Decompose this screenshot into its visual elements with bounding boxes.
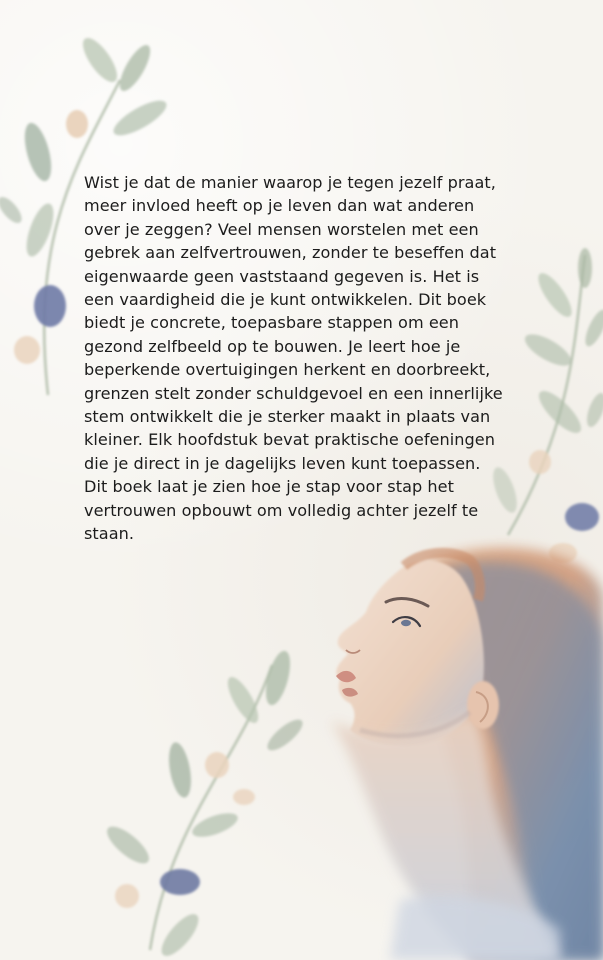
blurb-line: kleiner. Elk hoofdstuk bevat praktische oefeningen bbox=[84, 430, 495, 450]
blurb-line: gebrek aan zelfvertrouwen, zonder te beseffen dat bbox=[84, 243, 497, 263]
blurb-line: die je direct in je dagelijks leven kunt toepassen. bbox=[84, 453, 481, 473]
blurb-line: stem ontwikkelt die je sterker maakt in plaats van bbox=[84, 407, 491, 427]
blurb-line: grenzen stelt zonder schuldgevoel en een innerlijke bbox=[84, 383, 503, 403]
blurb-line: een vaardigheid die je kunt ontwikkelen. Dit boek bbox=[84, 290, 487, 310]
blurb-line: gezond zelfbeeld op te bouwen. Je leert hoe je bbox=[84, 336, 461, 356]
back-cover-blurb bbox=[84, 171, 544, 546]
blurb-line: vertrouwen opbouwt om volledig achter jezelf te bbox=[84, 500, 479, 520]
blurb-line: biedt je concrete, toepasbare stappen om een bbox=[84, 313, 459, 333]
blurb-line: beperkende overtuigingen herkent en doorbreekt, bbox=[84, 360, 491, 380]
blurb-line: meer invloed heeft op je leven dan wat anderen bbox=[84, 196, 475, 216]
blurb-line: eigenwaarde geen vaststaand gegeven is. Het is bbox=[84, 266, 480, 286]
blurb-line: Wist je dat de manier waarop je tegen jezelf praat, bbox=[84, 173, 496, 192]
blurb-line: Dit boek laat je zien hoe je stap voor stap het bbox=[84, 477, 454, 497]
leaf-branch-icon bbox=[102, 648, 307, 960]
woman-profile-portrait bbox=[330, 548, 603, 960]
blurb-line: over je zeggen? Veel mensen worstelen met een bbox=[84, 219, 479, 239]
blurb-line: staan. bbox=[84, 524, 135, 544]
